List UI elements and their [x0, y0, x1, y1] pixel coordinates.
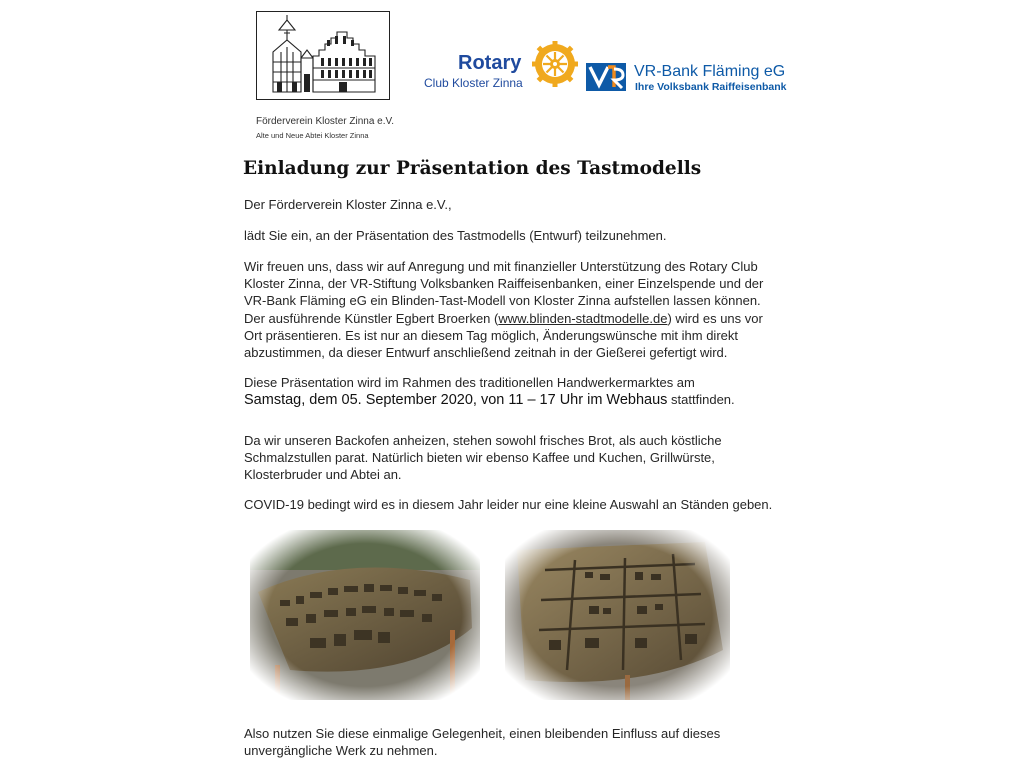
- covid-paragraph: COVID-19 bedingt wird es in diesem Jahr leider nur eine kleine Auswahl an Ständen geben.: [244, 497, 773, 512]
- association-logo: [256, 11, 390, 100]
- event-intro: Diese Präsentation wird im Rahmen des traditionellen Handwerkermarktes am: [244, 375, 695, 390]
- event-suffix: stattfinden.: [667, 392, 735, 408]
- artist-website-link[interactable]: www.blinden-stadtmodelle.de: [498, 310, 668, 326]
- invitation-paragraph: lädt Sie ein, an der Präsentation des Tastmodells (Entwurf) teilzunehmen.: [244, 228, 667, 243]
- vr-bank-name: VR-Bank Fläming eG: [634, 63, 786, 80]
- rotary-wheel-icon: [532, 41, 578, 87]
- closing-paragraph: Also nutzen Sie diese einmalige Gelegenheit, einen bleibenden Einfluss auf dieses unvergängliche Werk zu nehmen.: [244, 726, 721, 759]
- event-paragraph: [244, 374, 784, 409]
- vr-bank-mark-icon: [586, 63, 626, 91]
- rotary-subtitle: Club Kloster Zinna: [424, 76, 523, 90]
- vr-bank-subtitle: Ihre Volksbank Raiffeisenbank: [635, 81, 787, 93]
- tactile-model-photo-1: [250, 530, 480, 700]
- funding-text-part1: Wir freuen uns, dass wir auf Anregung und mit finanzieller Unterstützung des Rotary Club Kloster Zinna, der VR-Stiftung Volksbanken Raiffeisenbanken, einer Einzelspende und der VR-Bank Fläming eG ein Blinden-Tast-Modell von Kloster Zinna aufstellen lassen können. Der ausführende Künstler Egbert Broerken (: [244, 259, 764, 326]
- greeting-paragraph: Der Förderverein Kloster Zinna e.V.,: [244, 197, 452, 212]
- vr-bank-logo: [586, 58, 796, 98]
- document-title: Einladung zur Präsentation des Tastmodells: [243, 158, 702, 179]
- event-date: Samstag, dem 05. September 2020, von 11 – 17 Uhr im Webhaus: [244, 392, 668, 409]
- association-name: Förderverein Kloster Zinna e.V.: [256, 116, 395, 127]
- abbey-drawing-icon: [257, 12, 388, 98]
- rotary-logo: [424, 40, 576, 96]
- association-subtitle: Alte und Neue Abtei Kloster Zinna: [256, 131, 369, 140]
- tactile-model-photo-2: [505, 530, 730, 700]
- funding-text-part2: ) wird es uns vor Ort präsentieren. Es ist nur an diesem Tag möglich, Änderungswünsche mit ihm direkt abzustimmen, da dieser Entwurf anschließend zeitnah in der Gießerei gefertigt wird.: [244, 310, 763, 361]
- food-paragraph: Da wir unseren Backofen anheizen, stehen sowohl frisches Brot, als auch köstliche Schmalzstullen parat. Natürlich bieten wir ebenso Kaffee und Kuchen, Grillwürste, Klosterbruder und Abtei an.: [244, 433, 722, 483]
- funding-paragraph: [244, 258, 784, 361]
- rotary-name: Rotary: [458, 52, 522, 74]
